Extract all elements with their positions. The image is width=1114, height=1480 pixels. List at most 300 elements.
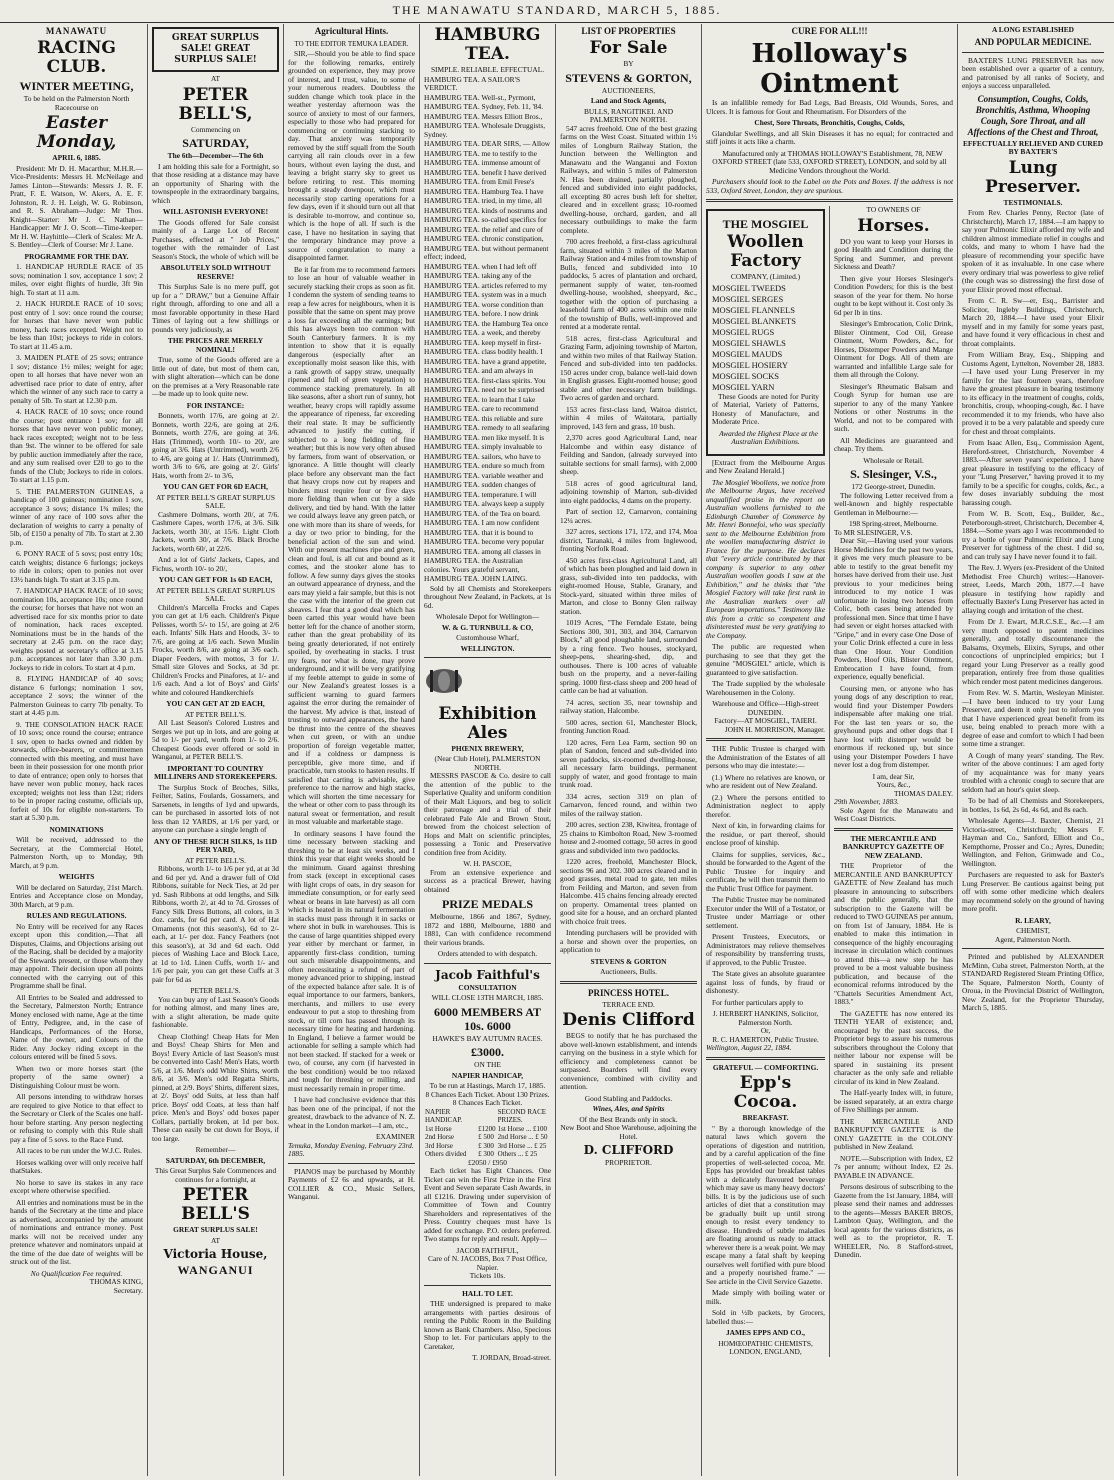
remember: Remember— — [195, 1145, 236, 1154]
testimonial-address: 198 Spring-street, Melbourne. — [848, 519, 939, 528]
testimonial-item: From Rev. Charles Penny, Rector (late of Christchurch), March 17, 1884.—I am happy to say your Pulmonic Elixir afforded my wife and children almost immediate relief in coughs and colds, and many to whom I have had the pleasure of recommending your specific have spoken of it as invaluable. In one case where every ordinary trial was powerless to give relief (the cough was so distressing) the first dose of your Elixir proved most effectual. — [962, 208, 1104, 294]
hamburg-tea-row: HAMBURG TEA. to learn that I take — [424, 394, 536, 404]
property-item: 74 acres, section 35, near township and railway station, Halcombe. — [560, 697, 697, 715]
slesinger-address: 172 George-street, Dunedin. — [851, 482, 936, 491]
prize-cell: Others ... £ 25 — [497, 1150, 538, 1158]
great-surplus-sale: GREAT SURPLUS SALE! — [173, 1225, 258, 1234]
racing-club-heading: RACING CLUB. — [37, 38, 116, 77]
testimonials-heading: TESTIMONIALS. — [1003, 197, 1063, 207]
you-can-get-3: YOU CAN GET AT 2D EACH, — [166, 699, 265, 708]
testimonial-item: From Isaac Allen, Esq., Commission Agent, Hereford-street, Christchurch, November 4 1883.—After seven years' experience, I have great pleasure in testifying to the efficacy of your "Lung Preserver," having proved it to my family to be a specific for coughs, colds, &c., a few doses invariably subduing the most harassing cough. — [962, 438, 1104, 507]
column-racing-club — [6, 24, 148, 1476]
tea-sold: Sold by all Chemists and Storekeepers throughout New Zealand, in Packets, at 1s 6d. — [424, 583, 551, 610]
nominations-heading: NOMINATIONS — [49, 824, 104, 834]
list-of-properties: LIST OF PROPERTIES — [581, 26, 676, 36]
testimonial-to: To MR SLESINGER, V.S. — [834, 527, 913, 537]
horses-text-3: Slesinger's Embrocation, Colic Drink, Blister Ointment, Cod Oil, Grease Ointment, Worm Powders, &c., for Horses, Distemper Powders and Mange Ointment for Dogs. All of them are warranted and infallible Large sale for them all through the Colony. — [834, 319, 953, 379]
trustee-item-2: (2.) Where the persons entitled to Administration neglect to apply therefor. — [706, 792, 825, 819]
property-list — [560, 125, 697, 927]
lung-preserver: Lung Preserver. — [985, 157, 1081, 197]
tea-depot: Wholesale Depot for Wellington— — [435, 612, 540, 621]
weights-heading: WEIGHTS — [58, 872, 95, 881]
tea-firm: W. & G. TURNBULL & CO, — [441, 622, 534, 632]
article-paragraph: Be it far from me to recommend farmers to lose an hour of valuable weather in securely stacking their crops as soon as fit. I condemn the system of sending teams to reap a few acres for neighbours, when it is possible that the same on spent may prove a loss far exceeding all the earnings; but this has always been too common with South Canterbury farmers. It is my intention to show that it is equally dangerous (especially after an exceptionally moist season like this, with a rank growth of sappy straw, unequally ripened and full of green vegetation) to commence stacking prematurely. In all like seasons, after a short run of sunny, hot weather, heavy crops will rapidly assume the appearance of ripeness, far exceeding their real state. It may be sufficiently advanced to justify the cutting, if subjected to a long fielding of fine weather; but this is now very often abused by farmers, from want of observation, or ignorance. A little thought will clearly place before any observant man the fact that heavy crops now cut by reapers and binders must require four or five days more fielding than when cut by a side delivery, and tied by hand. With the latter we could always leave any green patch, or one with more than its share of weeds, for a day or two prior to binding, for the beneficial action of the sun and wind. With our present machines ripe and green, clean and foul, is all cut and bound as it comes, and the stooker alone has to follow. A few sunny days gives the stooks an outward appearance of dryness, and the ears may yield a fair sample, but this is not the case with the interior of the green cut sheaves. I fear that a good deal which has been carted this year would have been better left for the chance of another storm, rather than the great probability of its being greatly deteriorated, if not entirely spoiled, by overheating in stacks. I trust my fears, nor what is done, may prove underground, and it will be very gratifying if my feeble attempt to guide in some of our New Zealand's greatest losses is a sufficient warning to guard farmers against the error during the remainder of the harvest. My advice is that, instead of trusting to outward appearances, the hand be thrust into the centre of the sheaves when cut green, or with an undue proportion of foreign vegetable matter, and if a coldness or dampness is perceptible, give more time, and if practicable, turn stooks to hasten results. If satisfied that carting is advisable, give preference to the narrow and high stacks, which will shorten the time necessary for the wheat or other corn to pass through its natural sweat or fermentation, and result in most valuable and marketable stage. — [288, 264, 415, 826]
column-baxter — [958, 24, 1108, 1476]
trustee-hankins: J. HERBERT HANKINS, Solicitor, Palmerston North. — [712, 1009, 819, 1027]
princess-hotel: PRINCESS HOTEL. — [587, 987, 670, 998]
officers: President: Mr D. H. Macarthur, M.H.R.—Vice-Presidents: Messrs H. McNeilage and James Linton—Stewards: Messrs J. R. F. Pratt, F. E. Watson, W. Akers, A. E. F. Johnston, R. J. H. Leigh, W. G. Robinson, and R. S. Abraham—Judge: Mr Thos. Knight—Starter: Mr J. C. Nathan—Handicapper: Mr J. O. Scott—Time-keeper: Mr H. W. Hayhittle—Clerk of Scales: Mr A. S. Bentley—Clerk of Course: Mr J. Lane. — [10, 163, 143, 249]
testimonial-yours: Yours, &c., — [876, 780, 911, 789]
mosgiel-product: MOSGIEL SERGES — [712, 293, 784, 304]
wanganui: WANGANUI — [177, 1263, 254, 1277]
hamburg-tea-row: HAMBURG TEA. benefit I have derived — [424, 167, 547, 177]
race-item: 6. PONY RACE of 5 sovs; post entry 10s; catch weights; distance 6 furlongs; jockeys to ride in colors; open to ponies not over 13½ hands high. To start at 3.15 p.m. — [10, 549, 143, 584]
hall-text: THE undersigned is prepared to make arrangements with parties desirous of renting the Public Room in the Building known as Bank Chambers. Also, Specious Shop to let. For particulars apply to the Caretaker, — [424, 1299, 551, 1351]
mosgiel-products — [712, 283, 819, 392]
hamburg-tea-row: HAMBURG TEA. care to recommend — [424, 404, 539, 413]
hamburg-tea-row: HAMBURG TEA. have a grand appetite, — [424, 356, 547, 366]
faithful-text: Each ticket has Eight Chances. One Ticket can win the First Prize in the First Event and Seven separate Cash Awards, in all £1216. Drawing under supervision of Committee of Town and Country Shareholders and representatives of the Press. Country cheques must have 1s added for exchange. P.O. orders preferred. Two stamps for reply and result. Apply— — [424, 1166, 551, 1243]
the-mosgiel: THE MOSGIEL — [722, 217, 809, 231]
at-bells-4: AT PETER BELL'S. — [185, 855, 246, 865]
faithful-signature: JACOB FAITHFUL, — [456, 1245, 519, 1255]
hotel-text: BEGS to notify that he has purchased the above well-known establishment, and intends carrying on the business in a style which for efficiency and completeness cannot be surpassed. Boarders will find every convenience, combined with civility and attention. — [560, 1031, 697, 1091]
testimonial-item: From W. B. Scott, Esq., Builder, &c., Peterborough-street, Christchurch, December 4, 1884.—Some years ago I was recommended to try a bottle of your Pulmonic Elixir and Lung Preserver for tightness of the chest. I did so, and can truly say I have never found it to fail. — [962, 509, 1104, 561]
prize-cell — [477, 1108, 497, 1125]
hamburg-tea-row: HAMBURG TEA. articles referred to my — [424, 280, 548, 290]
para-lustres: All Last Season's Colored Lustres and Serges we put up in lots, and are going at 5d to 1/- per yard, worth from 1/- to 2/6. Cheapest Goods ever offered or sold in Wanganui, at PETER BELL'S. — [152, 718, 279, 761]
para-silks: The Surplus Stock of Broches, Silks, Feilter, Satins, Foulards, Gossamers, and Sarsenets, in lengths of 1yd and upwards, can be purchased in assorted lots of not less than 12 YARDS, at 1/6 per yard, or anyone can purchase a single length of — [152, 782, 279, 834]
column-properties — [556, 24, 702, 1476]
hamburg-tea-row: HAMBURG TEA. and am always in — [424, 366, 534, 375]
faithful-address: Care of N. JACOBS, Box 7 Post Office, Napier. — [428, 1254, 547, 1272]
testimonial-name: THOMAS DALEY. — [894, 788, 953, 798]
hamburg-tea-row: HAMBURG TEA. sudden changes of — [424, 480, 537, 489]
trustee-claims: Claims for supplies, services, &c., should be forwarded to the Agent of the Public Trustee for inquiry and certificate, he will then transmit them to the Public Trust Office for payment. — [706, 849, 825, 893]
commencing: Commencing on — [190, 124, 241, 134]
epps-text: " By a thorough knowledge of the natural laws which govern the operations of digestion and nutrition, and by a careful application of the fine properties of well-selected cocoa, Mr. Epps has provided our breakfast tables with a delicately flavoured beverage which may save us many heavy doctors' bills. It is by the judicious use of such articles of diet that a constitution may be gradually built up until strong enough to resist every tendency to disease. Hundreds of subtle maladies are floating around us ready to attack wherever there is a weak point. We may escape many a fatal shaft by keeping ourselves well fortified with pure blood and a properly nourished frame." — See article in the Civil Service Gazette. — [706, 1123, 825, 1286]
para-genuine: This Surplus Sale is no mere puff, got up for a " DRAW," but a Genuine Affair right through, affording to one and all a most favorable opportunity in these Hard Times of laying out a few shillings or pounds very judiciously, as — [152, 282, 279, 334]
para-childrens: Children's Marcella Frocks and Capes you can get at 1/6 each. Children's Pique Pelisses, worth 5/- to 15/, are going at 2/6 each. Infants' Silk Hats and Hoods, 3/- to 7/6, are going at 1/6 each. Sewn Muslin Frocks, worth 8/6, are going at 3/6 each. Diaper Feeders, with mottos, 3 for 1/. Small size Gloves and Socks, at 3d pr. Children's Frocks and Pinafores, at 1/- and 1/6 each. And a lot of Boys' and Girls' white and coloured Handkerchiefs — [152, 602, 279, 697]
race-item: 4. HACK RACE of 10 sovs; once round the course; post entrance 1 sov; for all horses that have never won public money, hack races excepted; weight not to be less than 9st. The winner to be offered for sale by public auction immediately after the race, and any sum realised over £20 to go to the funds of the Club; Jockeys to ride in colors. To start at 1.15 p.m. — [10, 407, 143, 484]
testimonial-item: The Rev. J. Wyers (ex-President of the United Methodist Free Church) writes:—Hanover-street, Leeds, March 20th, 1877.—I have pleasure in testifying how rapidly and effectually Baxter's Lung Preserver has acted in allaying cough and irritation of the chest. — [962, 563, 1104, 615]
race-date: APRIL 6, 1885. — [52, 153, 101, 162]
hall-signature: T. JORDAN, Broad-street. — [472, 1353, 551, 1362]
property-item: 547 acres freehold. One of the best grazing farms on the West Coast. Situated within 1½ miles of Longburn Railway Station, the Junction between the Wellington and Manawatu and the Wanganui and Foxton Railways, and within 5 miles of Palmerston N. Has been drained, partially ploughed, fenced and subdivided into eight paddocks, all excepting 80 acres bush left for shelter, cleared and in excellent grass; 10-roomed dwelling-house, orchard, garden, and all necessary outbuildings to make the farm complete. — [560, 123, 697, 235]
baxter-text: BAXTER'S LUNG PRESERVER has now been established over a quarter of a century, and patronised by all ranks of Society, and enjoys a success unparalleled. — [962, 55, 1104, 90]
you-can-get-2: YOU CAN GET FOR 1s 6D EACH, — [158, 575, 273, 584]
trustee-apply: For further particulars apply to — [712, 997, 804, 1007]
hamburg-tea-row: HAMBURG TEA. variable weather and — [424, 470, 544, 480]
consultation: CONSULTATION — [458, 982, 517, 992]
hamburg-tea-row: HAMBURG TEA. sailors, who have to — [424, 451, 541, 461]
epps-cocoa: Epp's Cocoa. — [733, 1073, 798, 1112]
testimonial-item: From Dr J. Ewart, M.R.C.S.E., &c.—I am very much opposed to patent medicines generally, and totally discountenance the Balsams, Oxymels, Elixirs, Syrups, and other concoctions of unprincipled empirics; but I regard your Lung Preserver as a really good preparation, entirely free from those qualities which render most patent medicines dangerous. — [962, 617, 1104, 686]
ales-signature: W. H. PASCOE, — [463, 859, 512, 868]
property-item: 327 acres, sections 171, 172, and 174, Moa district, Taranaki, 4 miles from Inglewood, fronting Norfolk Road. — [560, 527, 697, 553]
chances: 8 Chances Each Ticket. About 130 Prizes. 8 Chances Each Ticket. — [425, 1089, 550, 1107]
saturday: SATURDAY, — [182, 136, 249, 150]
ales-text-2: From an extensive experience and success as a practical Brewer, having obtained — [424, 867, 551, 894]
for-sale: For Sale — [589, 38, 668, 58]
club-name: MANAWATU — [45, 26, 108, 36]
banner-text: GREAT SURPLUS SALE! GREAT SURPLUS SALE! — [171, 33, 260, 65]
intending-purchasers: Intending purchasers will be provided with a horse and shown over the properties, on application to — [560, 928, 697, 954]
for-instance: FOR INSTANCE: — [186, 400, 245, 410]
trustee-hamerton: R. C. HAMERTON, Public Trustee. — [712, 1034, 819, 1044]
article-signature: EXAMINER — [375, 1132, 415, 1141]
company-limited: COMPANY, (Limited.) — [730, 272, 801, 281]
testimonials-list — [962, 209, 1104, 794]
at-bells-1: AT PETER BELL'S GREAT SURPLUS SALE. — [156, 492, 275, 510]
property-item: 1220 acres, freehold, Manchester Block, sections 96 and 302. 300 acres cleared and in good grasses, metal road to gate, ten miles from Feilding and Marton, and seven from Halcombe. 415 chains fencing already erected on property. Ornamental trees planted on good site for a house, and an orchard planted with choice fruit trees. — [560, 857, 697, 926]
property-item: 2,370 acres good Agricultural Land, near Halcombe and within easy distance of Feilding and Sandon, (already surveyed into suitable sections for small farms), with 2,000 sheep. — [560, 433, 697, 476]
prize-cell: 3rd Horse — [425, 1141, 453, 1150]
trustee-item-1: (1.) Where no relatives are known, or who are resident out of New Zealand. — [706, 772, 825, 790]
para-last-season: You can buy any of Last Season's Goods for nothing almost, and many lines are, with a slight alteration, be made quite fashionable. — [152, 994, 279, 1029]
race-item: 9. THE CONSOLATION HACK RACE of 10 sovs; once round the course; entrance 1 sov, open to hacks owned and ridden by stewards, office-bearers, or committeemen connected with this meeting, and must have been in their possession for one month prior to date of entrance; open only to horses that have never won public money, hack races excepted; weights not less than 12st; riders to be in proper racing costume, officials up, forfeit of 10s for eligible non-starters. To start at 5.30 p.m. — [10, 719, 143, 822]
to-owners-of: TO OWNERS OF — [866, 205, 921, 214]
land-stock-agents: Land and Stock Agents, — [590, 96, 667, 105]
programme-heading: PROGRAMME FOR THE DAY. — [24, 251, 129, 261]
mosgiel-awarded: Awarded the Highest Place at the Australian Exhibitions. — [719, 428, 818, 446]
race-item: 5. THE PALMERSTON GUINEAS, a handicap of 100 guineas; nomination 1 sov, acceptance 3 sovs; distance 1¾ miles; the winner of any race of 100 sovs after the declaration of weights to carry a penalty of 5lb, of £150 a penalty of 7lb. To start at 2.30 p.m. — [10, 486, 143, 547]
property-item: 334 acres, section 319 on plan of Carnarvon, fenced round, and within two miles of the railway station. — [560, 791, 697, 818]
property-item: 450 acres first-class Agricultural Land, all of which has been ploughed and laid down in grass, sub-divided into ten paddocks, with eight-roomed House, Stable, Granary, and Stock-yard, situated within three miles of Marton, and close to Bonny Glen railway station. — [560, 555, 697, 616]
prize-cell: 2nd Horse — [425, 1133, 454, 1141]
prize-cell: 2nd Horse ... £ 50 — [497, 1133, 548, 1141]
page-columns — [6, 24, 1108, 1476]
saturday-6th: SATURDAY, 6th DECEMBER, — [165, 1155, 266, 1165]
trustee-transfer: Present Trustees, Executors, or Administrators may relieve themselves of responsibility by transferring trusts, if approved, to the Public Trustee. — [706, 932, 825, 967]
at-label-2: AT — [210, 1235, 221, 1245]
race-item: 3. MAIDEN PLATE of 25 sovs; entrance 1 sov; distance 1½ miles; weight for age; open to all horses that have never won an advertised race prior to date of entry, after which the winner of any such race to carry a penalty of 5lb. To start at 12.30 p.m. — [10, 353, 143, 405]
prize-total: £2050 / £950 — [467, 1157, 507, 1167]
ales-text: MESSRS PASCOE & Co. desire to call the attention of the public to the Superlative Quality and uniform condition of their Malt Liquors, and beg to solicit their patronage and a trial of their celebrated Pale Ale and Brown Stout, brewed from the choicest selection of Hops and Malt on scientific principles, possessing a Tonic and Preservative condition free from Acidity. — [424, 771, 551, 857]
mosgiel-manager: JOHN H. MORRISON, Manager. — [724, 724, 825, 734]
baxter-agents: Wholesale Agents—J. Baxter, Chemist, 21 Victoria-street, Christchurch; Messrs F. Hayman and Co., Sanford, Elliott and Co., Kempthorne, Prosser and Co.; Ayres, Dunedin; Wellington, and Felton, Grimwade and Co., Wellington. — [962, 816, 1104, 868]
holloway-warning: Purchasers should look to the Label on the Pots and Boxes. If the address is not 533, Oxford Street, London, they are spurious. — [706, 177, 953, 195]
consult-close: WILL CLOSE 13TH MARCH, 1885. — [431, 993, 544, 1002]
breakfast: BREAKFAST. — [742, 1113, 789, 1122]
epps-chemists: HOMŒOPATHIC CHEMISTS, — [718, 1338, 813, 1348]
mosgiel-trade: The Trade supplied by the wholesale Warehousemen in the Colony. — [706, 679, 825, 697]
race-item: 8. FLYING HANDICAP of 40 sovs; distance 6 furlongs; nomination 1 sov, acceptance 2 sovs; the winner of the Palmerston Guineas to carry 7lb penalty. To start at 4.45 p.m. — [10, 674, 143, 717]
holloway-ointment: Holloway's Ointment — [751, 39, 908, 99]
mercantile-text-4: THE MERCANTILE AND BANKRUPTCY GAZETTE is the ONLY GAZETTE in the COLONY published in New Zealand. — [834, 1116, 953, 1151]
prize-cell: Others divided — [425, 1150, 467, 1158]
stevens-gorton: STEVENS & GORTON, — [565, 70, 692, 85]
hamburg-tea-row: HAMBURG TEA. always keep a supply — [424, 499, 545, 508]
prize-row — [424, 1133, 551, 1142]
hamburg-tea-row: HAMBURG TEA. Sydney, Feb. 11, '84. — [424, 102, 544, 111]
medals-text: Melbourne, 1866 and 1867, Sydney, 1872 and 1880, Melbourne, 1880 and 1881, Can with confidence recommend their various brands. — [424, 912, 551, 947]
property-item: 518 acres of good agricultural land, adjoining township of Marton, sub-divided into eight paddocks, 4 dams on the property. — [560, 478, 697, 505]
property-item: 200 acres, section 238, Kiwitea, frontage of 25 chains to Kimbolton Road, New 3-roomed house and 2-roomed cottage, 50 acres in good grass and subdivided into two paddocks. — [560, 820, 697, 855]
astonish: WILL ASTONISH EVERYONE! — [162, 207, 269, 216]
important-milliners: IMPORTANT TO COUNTRY MILLINERS AND STOREKEEPERS. — [154, 763, 277, 781]
trustee-date: Wellington, August 22, 1884. — [706, 1043, 792, 1052]
mosgiel-factory: Factory—AT MOSGIEL, TAIERI. — [714, 716, 817, 725]
hamburg-tea-row: HAMBURG TEA. me to testify to the — [424, 148, 537, 158]
hamburg-tea-row: HAMBURG TEA. this reliable and sure — [424, 413, 543, 423]
property-item: Part of section 12, Carnarvon, containing 12¼ acres. — [560, 507, 697, 525]
article-body — [288, 50, 415, 1130]
prize-row — [424, 1125, 551, 1134]
baxter-effect: EFFECTUALLY RELIEVED AND CURED BY BAXTER'S — [962, 138, 1104, 156]
property-item: 120 acres, Fern Lea Farm, section 90 on plan of Sandon, fenced and sub-divided into seven paddocks, six-roomed dwelling-house, all necessary farm buildings, permanent supply of water, and good frontage to main trunk road. — [560, 737, 697, 789]
hamburg-tea-row: HAMBURG TEA. kinds of nostrums and — [424, 205, 548, 215]
mercantile-text-6: Persons desirous of subscribing to the Gazette from the 1st January, 1884, will please send their names and addresses to the agents—Messrs BAKER BROS, Lambton Quay, Wellington, and the local agents for the various districts, as well as to the proprietor, R. T. WHEELER, No. 8 Stafford-street, Dunedin. — [834, 1182, 953, 1259]
hamburg-tea-row: HAMBURG TEA. a week, and thereby — [424, 328, 541, 337]
mercantile-heading: THE MERCANTILE AND BANKRUPTCY GAZETTE OF NEW ZEALAND. — [842, 833, 945, 860]
to-editor: TO THE EDITOR TEMUKA LEADER. — [294, 40, 409, 48]
masthead: THE MANAWATU STANDARD, MARCH 5, 1885. — [0, 0, 1114, 23]
prize-cell: NAPIER HANDICAP. — [425, 1107, 463, 1124]
mosgiel-product: MOSGIEL SOCKS — [712, 370, 779, 381]
epps-boiling: Made simply with boiling water or milk. — [706, 1288, 825, 1306]
trustee-text: THE Public Trustee is charged with the Administration of the Estates of all persons who may die intestate:— — [706, 744, 825, 770]
grateful-comforting: GRATEFUL — COMFORTING. — [712, 1062, 819, 1072]
testimonial-date: 29th November, 1883. — [834, 797, 899, 806]
hamburg-tea-row: HAMBURG TEA. Well-st., Pyrmont, — [424, 92, 536, 102]
article-place-date: Temuka, Monday Evening, February 23rd. 1885. — [288, 1140, 414, 1158]
mosgiel-product: MOSGIEL MAUDS — [712, 348, 783, 359]
article-paragraph: In ordinary seasons I have found the time necessary between stacking and threshing to be at least six weeks, and I think this year that eight weeks should be the minimum. Guard against threshing from stack (except in exceptional cases with light crops of oats, in dry season for immediate consumption, or for early seed wheat or beans in late harvest) as all corn which is heated in its natural fermentation in stacks must pass through it in sacks or where shot in bulk in warehouses. This is the cause of large quantities shipped every year either by merchant or farmer, in apparently first-class condition, turning out such miserable disappointments, and often necessitating a refund of part of money advanced prior to shipping, instead of the expected balance after sale. It is of equal importance to our farmers, bankers, merchants, and millers to use every endeavour to put a stop to threshing from stock, or till corn has passed through its necessary time for heating and hardening. In England, I believe a farmer would be actionable for selling a sample which had not been stacked. If stacked for a week or two, of course, any corn (if harvested in the best condition) would be too relaxed and tough for threshing or milling, and must necessarily remain in proper time. — [288, 828, 415, 1093]
mosgiel-product: MOSGIEL RUGS — [712, 326, 775, 337]
column-tea-ales — [420, 24, 556, 1476]
by: BY — [623, 59, 634, 68]
prize-row — [424, 1108, 551, 1125]
orders-note: Orders attended to with despatch. — [437, 949, 538, 958]
mosgiel-box — [706, 209, 825, 456]
tea-city: WELLINGTON. — [460, 643, 515, 653]
mercantile-text-3: The Half-yearly Index will, in future, be issued separately, at an extra charge of Five Shillings per annum. — [834, 1088, 953, 1114]
wines-ales-spirits: Wines, Ales, and Spirits — [592, 1104, 665, 1113]
hamburg-tea-row: HAMBURG TEA. temperature. I will — [424, 489, 537, 499]
surplus-sale-banner — [152, 27, 279, 72]
para-dolmans: Cashmere Dolmans, worth 20/, at 7/6. Cashmere Capes, worth 17/6, at 3/6. Silk Jackets, worth 30/, at 15/6. Light Cloth Jackets, worth 30/, at 7/6. Black Broche Jackets, worth 60/, at 22/6. — [152, 509, 279, 553]
holloway-text-2: Glandular Swellings, and all Skin Diseases it has no equal; for contracted and stiff joints it acts like a charm. — [706, 128, 953, 146]
mosgiel-genuine: The public are requested when purchasing to see that they get the genuine "MOSGIEL" article, which is guaranteed to give satisfaction. — [706, 642, 825, 677]
shop-name-2: PETER BELL'S — [181, 1185, 250, 1224]
members: 6000 MEMBERS AT 10s. 6000 — [433, 1004, 542, 1033]
hamburg-tea-row: HAMBURG TEA. become very popular — [424, 537, 544, 546]
property-item: 500 acres, section 61, Manchester Block, fronting Junction Road. — [560, 717, 697, 735]
hamburg-tea-row: HAMBURG TEA. Wholesale Druggists, Sydney. — [424, 121, 546, 139]
printer-imprint: Printed and published by ALEXANDER McMinn, Cuba street, Palmerston North, at the STANDARD Registered Steam Printing Office, The Square, Palmerston North, County of Oroua, in the Provincial District of Wellington, New Zealand, for the Proprietor Thursday, March 5, 1885. — [962, 952, 1104, 1012]
on-the: ON THE — [474, 1060, 501, 1069]
hamburg-tea-row: HAMBURG TEA. Messrs Elliott Bros., — [424, 111, 543, 121]
testimonial-item: From William Bray, Esq., Shipping and Customs Agent, Lyttelton, November 28, 1883.—I have used your Lung Preserver in my family for the last fourteen years, therefore have the greatest pleasure in bearing testimony to its efficacy in the treatment of coughs, colds, bronchitis, croup, whooping-cough, &c. I have recommended it to my friends, who have also proved it to be a very palatable and speedy cure for chest and throat complaints. — [962, 350, 1104, 436]
horses-heading: Horses. — [857, 215, 930, 236]
auctioneers: AUCTIONEERS, — [601, 85, 656, 95]
hamburg-tea-sub: SIMPLE. RELIABLE. EFFECTUAL. — [430, 65, 545, 74]
race-item: 7. HANDICAP HACK RACE of 10 sovs; nomination 10s, acceptance 10s; once round the course; for horses that have not won an advertised race for six months prior to date of nomination, hack races excepted. Nominations must be in the hands of the secretary at 2.45 p.m. on the race day; weights posted at secretary's office at 3.15 p.m. acceptances not later than 3.30 p.m. Jockeys to ride in colors. To start at 4 p.m. — [10, 586, 143, 672]
para-dated: True, some of the Goods offered are a little out of date, but most of them can, with slight alteration—which can be done on the premises at a Very Reasonable rate—be made up to look quite new. — [152, 355, 279, 398]
rule-item: All races to be run under the W.J.C. Rules. — [16, 1146, 143, 1155]
column-holloway-mosgiel — [702, 24, 958, 1476]
hamburg-tea-row: HAMBURG TEA. simply invaluable to — [424, 442, 542, 451]
secretary-title: Secretary. — [113, 1285, 143, 1295]
race-list — [10, 263, 143, 823]
mercantile-text-2: The GAZETTE has now entered its TENTH YEAR of existence; and, encouraged by the past success, the Proprietor begs to assure his numerous subscribers throughout the Colony that neither labour nor expense will be spared in sustaining its present character as the only safe and reliable circular of its kind in New Zealand. — [834, 1008, 953, 1086]
exhibition-ales: Exhibition Ales — [438, 703, 537, 743]
column-agricultural-hints — [284, 24, 420, 1476]
hamburg-tea-row: HAMBURG TEA. A SAILOR'S VERDICT. — [424, 74, 521, 92]
property-item: 700 acres freehold, a first-class agricultural farm, situated within 3 miles of the Marton Railway Station and 4 miles from township of Bulls, fenced and subdivided into 10 paddocks, 5 acres of plantation and orchard, permanent supply of water, ten-roomed dwelling-house, woolshed, sheepyard, &c., together with the option of purchasing a leasehold farm of 400 acres within one mile of the township of Bulls, well-improved and rented at a moderate rental. — [560, 237, 697, 331]
rule-item: All Entries to be Sealed and addressed to the Secretary, Palmerston North; Entrance Money enclosed with name, Age at the time of Entry, Pedigree, and, in the case of Handicaps, Performances of the Horse, Name of the owner, and Colours of the Rider. Any Jockey riding except in the colours entered will be fined 5 sovs. — [10, 992, 143, 1061]
mercantile-text: THE Proprietor of the MERCANTILE AND BANKRUPTCY GAZETTE of New Zealand has much pleasure in announcing to subscribers and the public generally, that the subscription to the Gazette will be reduced to TWO GUINEAS per annum, on from 1st of January, 1884. He is enabled to make this intimation in consequence of the highly encouraging increase in circulation which continues to attend this—a new step he has proved to be a most valuable business publication, and because of the economical reforms introduced by the "Chattels Securities Amendment Act, 1883." — [834, 861, 953, 1006]
prize-cell: £ 300 — [478, 1141, 494, 1150]
rules-heading: RULES AND REGULATIONS. — [26, 911, 127, 920]
at-bells-3: AT PETER BELL'S. — [185, 709, 246, 719]
para-girls-jackets: And a lot of Girls' Jackets, Capes, and Fichus, worth 10/- to 20/, — [152, 555, 279, 573]
property-item: 153 acres first-class land, Waitoa district, within 4 miles of Waitotara, partially improved, 143 fern and grass, 10 bush. — [560, 404, 697, 431]
held-at: To be held on the Palmerston North Racecourse on — [23, 94, 130, 112]
napier-handicap: NAPIER HANDICAP, — [451, 1070, 524, 1080]
trustee-kin: Next of kin, in forwarding claims for the residue, or part thereof, should enclose proof of kinship. — [706, 821, 825, 847]
stevens-gorton-2: STEVENS & GORTON — [590, 956, 667, 966]
para-goods: The Goods offered for Sale consist mainly of a Large Lot of Recent Purchases, effected at " Job Prices," together with the remainder of Last Season's Stock, the whole of which will be — [152, 217, 279, 261]
faithful-heading: Jacob Faithful's — [435, 967, 540, 982]
hamburg-tea-row: HAMBURG TEA. tried, in my time, all — [424, 196, 542, 205]
victoria-house: Victoria House, — [163, 1247, 268, 1261]
rule-item: No Entry will be received for any Races except upon this condition,—That all Disputes, Claims, and Objections arising out of the Racing, shall be decided by a majority of the Stewards present, or those whom they may appoint. Their decision upon all points connected with the carrying out of this Programme shall be final. — [10, 921, 143, 990]
cure-for-all: CURE FOR ALL!!! — [791, 26, 868, 36]
rules-list — [10, 923, 143, 1267]
baxter-ailments: Consumption, Coughs, Colds, Bronchitis, Asthma, Whooping Cough, Sore Throat, and all Affections of the Chest and Throat, — [967, 93, 1099, 137]
hamburg-tea-row: HAMBURG TEA. the relief and cure of — [424, 224, 544, 234]
hamburg-tea-row: HAMBURG TEA. remedy to all seafaring — [424, 423, 550, 432]
testimonial-intro: The following Letter received from a well-known and highly respectable Gentleman in Melbourne:— — [834, 490, 953, 517]
leary-name: R. LEARY, — [1015, 915, 1051, 925]
epps-firm: JAMES EPPS AND CO., — [725, 1328, 806, 1337]
holloway-address: Manufactured only at THOMAS HOLLOWAY'S Establishment, 78, NEW OXFORD STREET (late 533, OXFORD STREET), LONDON, and sold by all Medicine Vendors throughout the World. — [712, 148, 947, 175]
holloway-ailments: Chest, Sore Throats, Bronchitis, Coughs, Colds, — [754, 118, 905, 127]
horses-text-2: Then give your Horses Slesinger's Condition Powders; for this is the best season of the year for them. No horse ought to be kept without it. Cost only 3s 6d per lb in tins. — [834, 273, 953, 317]
brewery-location: (Near Club Hotel), PALMERSTON NORTH. — [434, 754, 541, 772]
hamburg-tea-row: HAMBURG TEA. taking any of the — [424, 271, 532, 280]
prize-cell: £ 300 — [478, 1150, 494, 1158]
tea-address: Customhouse Wharf, — [456, 633, 519, 642]
d-clifford: D. CLIFFORD — [583, 1143, 674, 1157]
hamburg-tea-row: HAMBURG TEA. need not be surprised — [424, 385, 545, 394]
hamburg-tea-row: HAMBURG TEA. men like myself. It is — [424, 432, 545, 442]
hamburg-tea-row: HAMBURG TEA. before. I now drink — [424, 309, 539, 318]
extract-text: The Mosgiel Woollens, we notice from the Melbourne Argus, have received unqualified praise in the report on Australian woollens furnished to the Edinburgh Chamber of Commerce by Mr. Henri Bonnefoi, who was specially sent to the Melbourne Exhibition from the woollen manufacturing district in France for the purpose. He declares that "every article contributed by that company is superior to any other Australian woollen goods I saw at the Exhibition," and he thinks that "the Mosgiel Factory will take first rank in the Australian markets over all European importations." Testimony like this from a critic so competent and disinterested must be very gratifying to the Company. — [706, 477, 825, 640]
hamburg-tea-row: HAMBURG TEA. among all classes in — [424, 546, 541, 556]
hamburg-tea-row: HAMBURG TEA. worse condition than — [424, 299, 544, 309]
napier-date: To be run at Hastings, March 17, 1885. — [429, 1081, 546, 1090]
hamburg-tea-row: HAMBURG TEA. immense amount of — [424, 158, 541, 167]
trustee-or: Or, — [760, 1026, 771, 1035]
auctioneers-bulls: Auctioneers, Bulls. — [600, 967, 657, 976]
sole-agent: Sole Agent for the Manawatu and West Coast Districts. — [834, 805, 953, 823]
boot-warehouse: New Boot and Shoe Warehouse, adjoining the Hotel. — [560, 1123, 697, 1141]
you-can-get-1: YOU CAN GET FOR 6D EACH, — [163, 482, 268, 491]
epps-city: LONDON, ENGLAND, — [729, 1347, 802, 1356]
mosgiel-product: MOSGIEL BLANKETS — [712, 315, 796, 326]
prize-cell: SECOND RACE PRIZES. — [497, 1107, 547, 1124]
epps-sold: Sold in ½lb packets, by Grocers, labelled thus:— — [706, 1308, 825, 1326]
hamburg-tea-row: HAMBURG TEA. I am now confident — [424, 518, 540, 527]
hamburg-tea-row: HAMBURG TEA. the Australian colonies. Yours grateful servant, — [424, 556, 523, 574]
hamburg-tea-row: HAMBURG TEA. when I had left off — [424, 261, 537, 271]
extract-heading: [Extract from the Melbourne Argus and New Zealand Herald.] — [706, 457, 825, 475]
hamburg-tea-row: HAMBURG TEA. DEAR SIRS, — Allow — [424, 139, 551, 148]
rule-item: When two or more horses start (the property of the same owner) a Distinguishing Colour must be worn. — [10, 1063, 143, 1090]
trustee-executor: The Public Trustee may be nominated Executor under the Will of a Testator, or Trustee under Marriage or other settlement. — [706, 895, 825, 930]
testimonial-item: From C. R. Sw—er, Esq., Barrister and Solicitor, Ingleby Buildings, Christchurch, March 20, 1884.—I have used your Elixir myself and in my family for some years past, and have found it very efficacious in chest and throat complaints. — [962, 296, 1104, 348]
article-paragraph: SIR,—Should you be able to find space for the following remarks, entirely grounded on experience, they may prove of interest, and I trust, value, to some of your numerous readers. Doubtless the sudden change which took place in the weather yesterday afternoon was the source of anxiety to most of our farmers, especially to those who had prepared for commencing or continuing stacking to day. That anxiety was temporarily removed by the stiff squall from the South carrying all rain clouds over in a few hours, without even laying the dust, and leaving a bright starry sky to greet us before retiring to rest. This morning brought a steady downpour, which must necessarily stop carting operations for a few days, even if it should turn out all that is desirable to-morrow, and continue so, which is the hope of all. If such is the case, I have no hesitation in saying that the temporary hindrance may prove a source of congratulation to many a disappointed farmer. — [288, 49, 415, 262]
testimonial-text: Dear Sir,—Having used your various Horse Medicines for the past two years, it gives me very much pleasure to be able to testify to the great benefit my horses have derived from their use. Just previous to your medicines being introduced to my notice I was unfortunate in losing two horses from Colic, both cases being attended by professional men. Since that time I have had seven or eight horses attacked with "Gripe," and in every case One Dose of your Colic Drink effected a cure in less than One Hour. Your Condition Powders, Hoof Oils, Blister Ointment, Embrocation I have found, from experience, equally beneficial. — [834, 536, 953, 681]
stabling: Good Stabling and Paddocks. — [584, 1093, 673, 1103]
nominations-text: Will be received, addressed to the Secretary, at the Commercial Hotel, Palmerston North, up to Monday, 9th March, at 9 p.m. — [10, 835, 143, 870]
prize-cell: 1st Horse ... £100 — [497, 1124, 547, 1133]
horses-text: DO you want to keep your Horses in good Health and Condition during the Spring and Summer, and prevent Sickness and Death? — [834, 236, 953, 271]
hamburg-tea-heading: HAMBURG TEA. — [434, 25, 541, 64]
testimonial-text-2: Coursing men, or anyone who has young dogs of any description to rear, would find your Distemper Powders indispensable after making one trial. For the last ten years or so, the greyhound pups and other dogs that I have lost with distemper would be enormous if reckoned up, but since using your Distemper Powders I have never lost a dog from distemper. — [834, 683, 953, 769]
prize-cell: £ 500 — [478, 1133, 494, 1141]
absolutely-sold: ABSOLUTELY SOLD WITHOUT RESERVE! — [160, 263, 271, 281]
race-item: 1. HANDICAP HURDLE RACE of 35 sovs; nomination 1 sov, acceptance 1 sov; 2 miles, over eight flights of hurdle, 3ft 9in high. To start at 11 a.m. — [10, 262, 143, 297]
at-bells-5: PETER BELL'S. — [190, 986, 241, 995]
article-title: Agricultural Hints. — [314, 26, 389, 36]
pianos-ad: PIANOS may be purchased by Monthly Payments of £2 6s and upwards, at H. COLLIER & CO., Music Sellers, Wanganui. — [288, 1166, 415, 1201]
rule-item: Horses walking over will only receive half thatStakes. — [10, 1157, 143, 1175]
towns: BULLS, RANGITIKEI. AND PALMERSTON NORTH. — [583, 106, 674, 124]
prices-nominal: THE PRICES ARE MERELY NOMINAL! — [167, 336, 264, 354]
leary-chemist: CHEMIST, — [1016, 926, 1050, 935]
hamburg-tea-row: HAMBURG TEA. but without permanent effect; indeed, — [424, 243, 549, 261]
mosgiel-product: MOSGIEL SHAWLS — [712, 337, 786, 348]
rich-silks: ANY OF THESE RICH SILKS, 1s 11D PER YARD, — [153, 836, 278, 854]
commence-note: This Great Surplus Sale Commences and continues for a fortnight, at — [154, 1166, 277, 1184]
hamburg-tea-row: HAMBURG TEA. of the Tea on board. — [424, 508, 541, 518]
hamburg-tea-row: HAMBURG TEA. system was in a much — [424, 290, 547, 299]
testimonial-item: A Cough of many years' standing. The Rev. writer of the above continues: I am aged forty of my acquaintance was for many years troubled with a chronic cough to secure that are seldom had an hour's quiet sleep. — [962, 750, 1104, 794]
easter-monday: Easter Monday, — [36, 113, 117, 152]
prize-cell: 1st Horse — [425, 1124, 452, 1133]
column-peter-bell — [148, 24, 284, 1476]
sale-dates: The 6th—December—The 6th — [167, 151, 264, 160]
mosgiel-office: Warehouse and Office—High-street DUNEDIN. — [712, 699, 819, 717]
prize-medals: PRIZE MEDALS — [441, 897, 533, 911]
hamburg-tea-rows — [424, 76, 551, 584]
shop-name: PETER BELL'S, — [178, 84, 253, 124]
leary-agent: Agent, Palmerston North. — [995, 934, 1071, 944]
best-brands: Of the Best Brands only in stock. — [579, 1114, 678, 1124]
para-bonnets: Bonnets, worth 17/6, are going at 2/. Bonnets, worth 22/6, are going at 2/6. Bonnets, worth 27/6, are going at 3/6. Hats (Trimmed), worth 10/- to 20/, are going at 3/6. Hats (Untrimmed), worth 2/6 to 4/6, are going at 1/. Hats (Untrimmed), worth 3/6 to 6/6, are going at 2/. Girls' Hats, worth from 2/- to 3/6, — [152, 411, 279, 480]
horses-text-4: Slesinger's Rheumatic Balsam and Cough Syrup for human use are superior to any of the many Yankee Notions or other Nostrums in the World, and not to be compared with such. — [834, 381, 953, 433]
hamburg-tea-row: HAMBURG TEA. that it is bound to — [424, 527, 534, 537]
prize-row — [424, 1142, 551, 1151]
property-item: 518 acres, first-class Agricultural and Grazing Farm, adjoining township of Marton, and within two miles of that Railway Station. Fenced and sub-divided into ten paddocks. 150 acres under crop, balance well-laid down in English grasses. Eight-roomed house; good stable and other necessary farm buildings. Two acres of garden and orchard. — [560, 333, 697, 402]
woollen-factory: Woollen Factory — [727, 232, 804, 271]
brewery-name: PHŒNIX BREWERY, — [451, 743, 524, 753]
horses-text-5: All Medicines are guaranteed and cheap. Try them. — [834, 435, 953, 453]
at-bells-2: AT PETER BELL'S GREAT SURPLUS SALE. — [156, 585, 275, 603]
hamburg-tea-row: HAMBURG TEA. endure so much from — [424, 461, 545, 470]
hamburg-tea-row: HAMBURG TEA. so-called specifics for — [424, 215, 547, 224]
testimonial-close: I am, dear Sir, — [872, 771, 915, 781]
race-item: 2. HACK HURDLE RACE of 10 sovs; post entry of 1 sov: once round the course; for horses that have never won public money, hack races excepted. Weight not to be less than 10st; jockeys to ride in colors. To start at 11.45 a.m. — [10, 299, 143, 351]
property-item: 1019 Acres, "The Ferndale Estate, being Sections 300, 301, 303, and 304, Carnarvon Block," all good ploughable land, surrounded by a ring fence. Two houses, stockyard, sheep-pens, shearing-shed, dip, and outhouses. There is 100 acres of valuable bush on the property, and a never-failing spring. 1000 first-class sheep and 200 head of cattle can be had at valuation. — [560, 618, 697, 695]
article-paragraph: I have had conclusive evidence that this has been one of the principal, if not the greatest, drawback to the advance of N. Z. wheat in the London market—I am, etc., — [288, 1095, 415, 1130]
mosgiel-product: MOSGIEL TWEEDS — [712, 282, 786, 293]
rule-item: No horse to save its stakes in any race except where otherwise specified. — [10, 1177, 143, 1195]
